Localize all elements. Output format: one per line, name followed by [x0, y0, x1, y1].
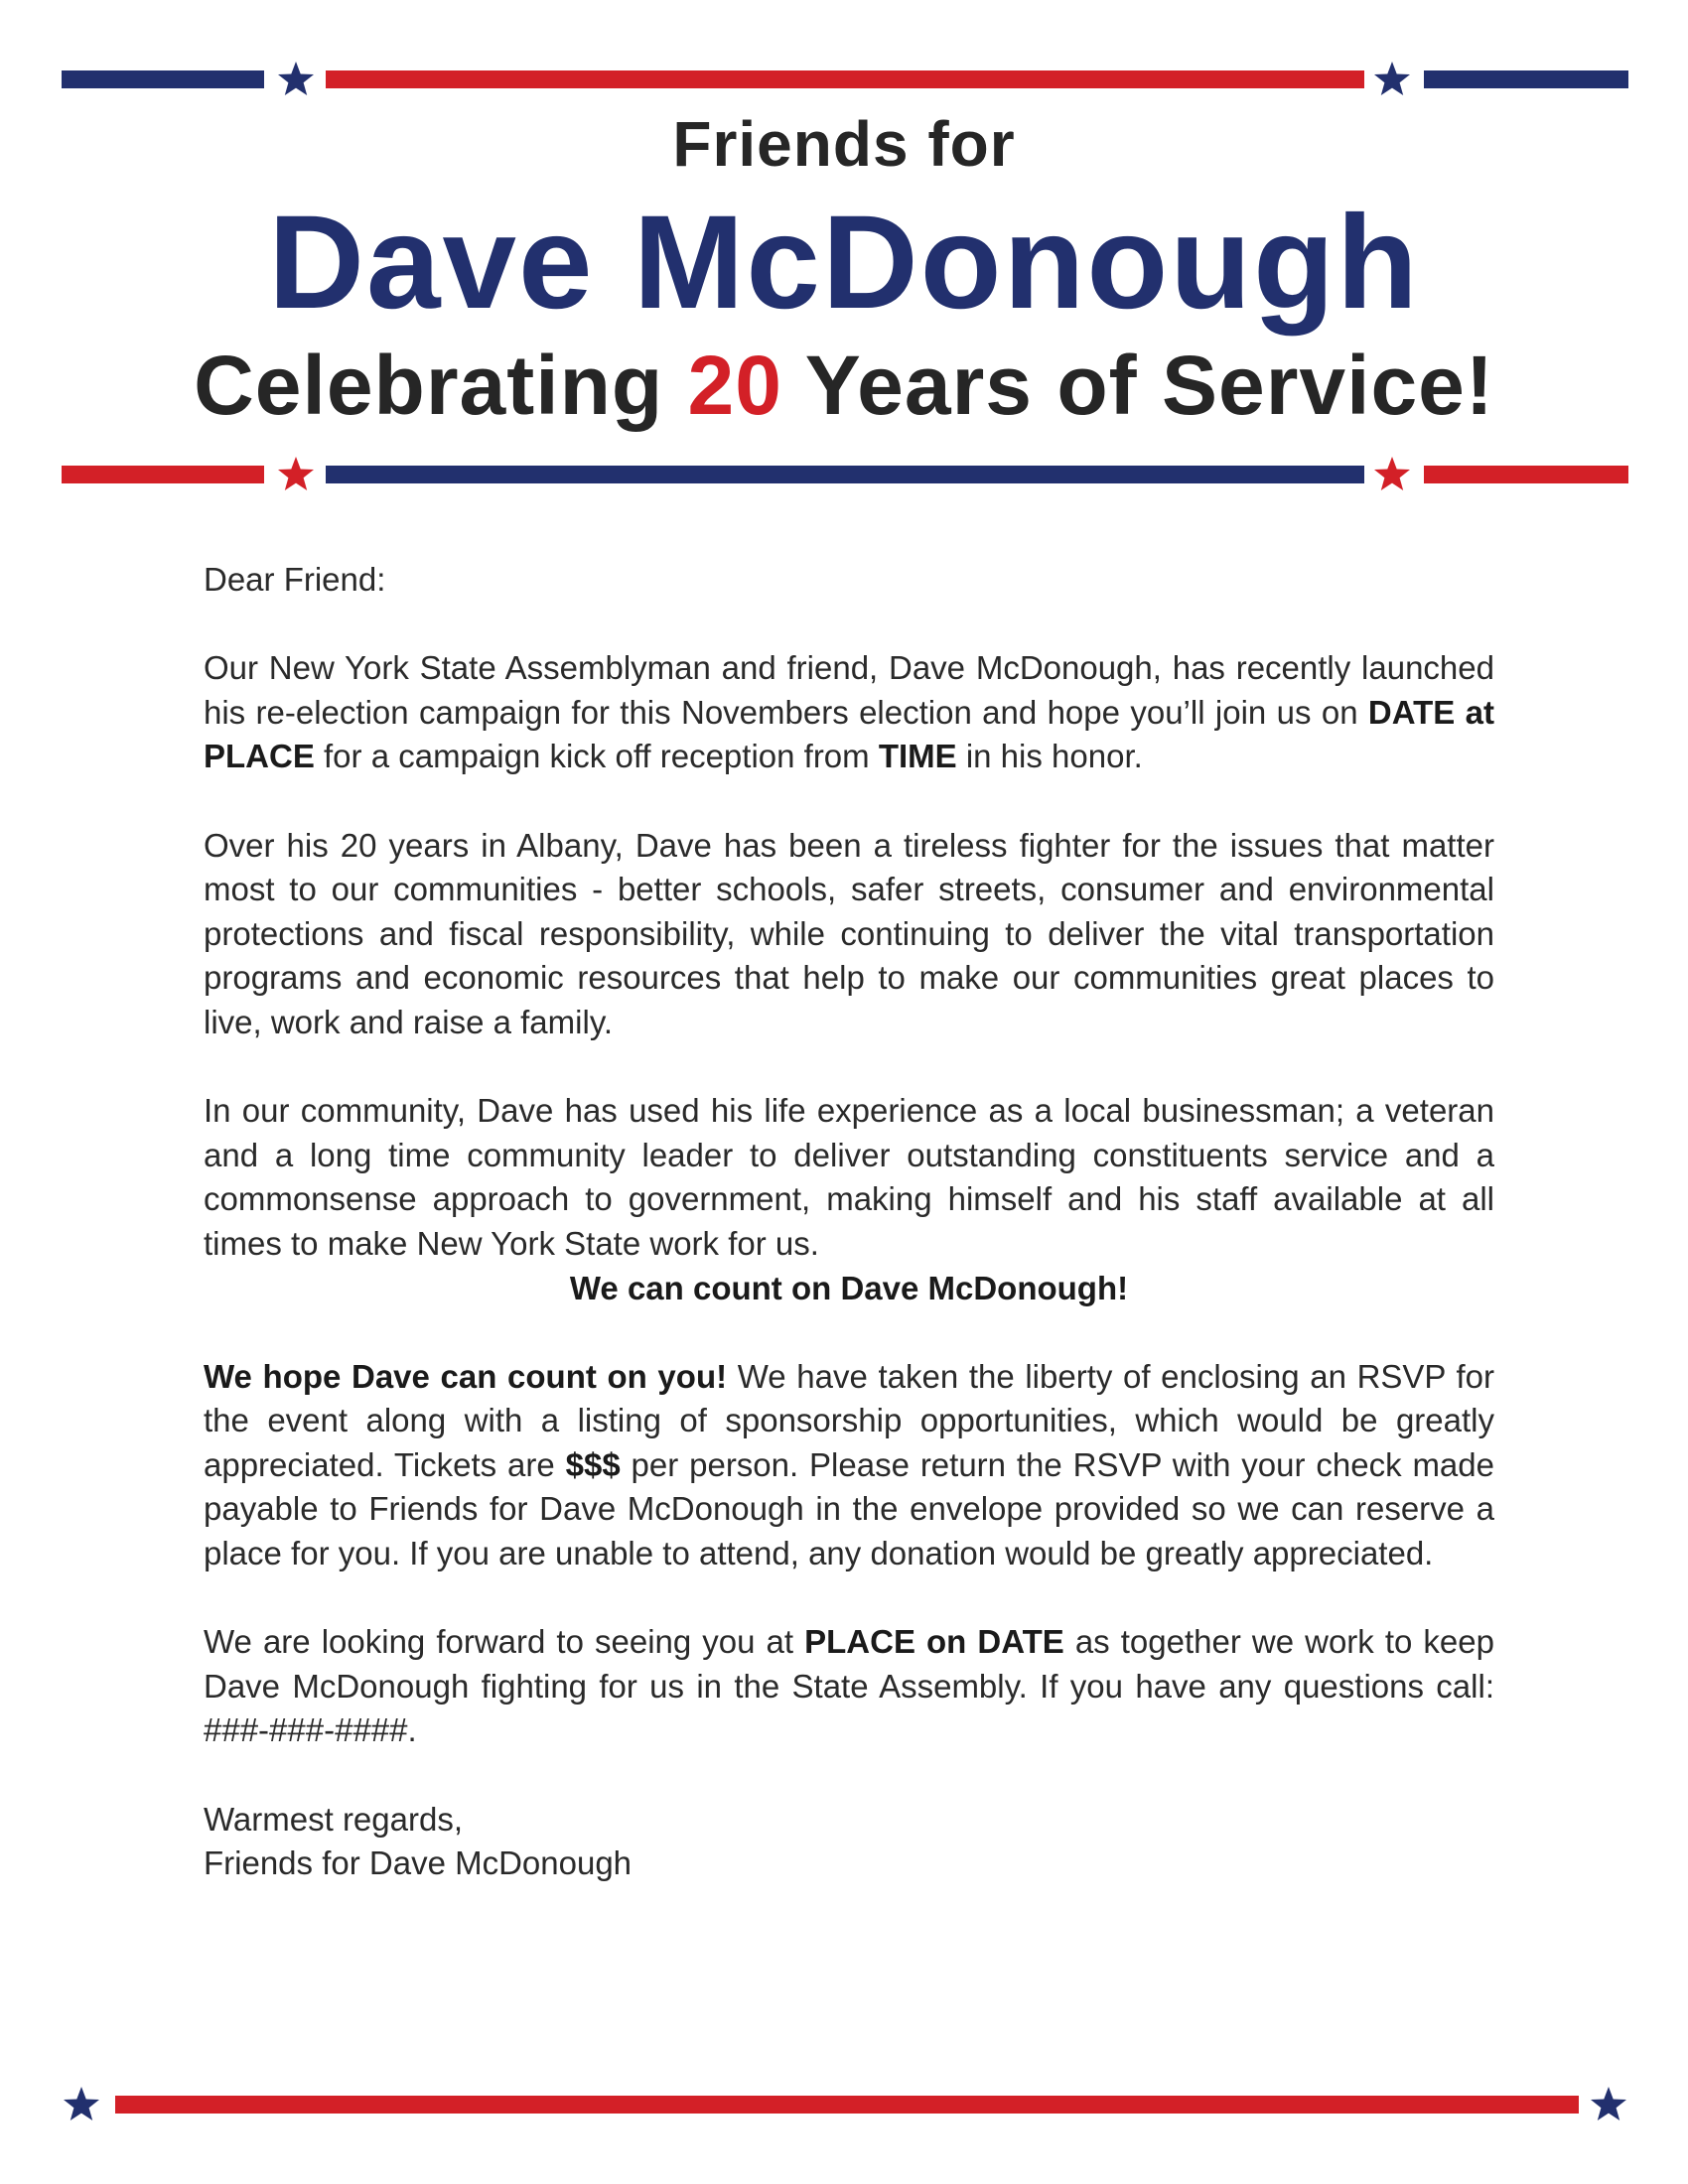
candidate-name: Dave McDonough — [268, 189, 1420, 337]
p4-text-before: We have taken the liberty of enclosing an RSVP for the event along with a listing of sponsorship opportunities, which would be greatly appreciated. Tickets are — [204, 1357, 1494, 1483]
p5-text-before: We are looking forward to seeing you at — [204, 1623, 805, 1661]
top-divider-left-bar — [62, 70, 264, 88]
header-tagline — [0, 338, 1688, 434]
callout-count-on-dave: We can count on Dave McDonough! — [569, 1269, 1129, 1306]
tagline-years-number: 20 — [687, 339, 782, 432]
p1-text-after: in his honor. — [956, 738, 1143, 775]
signature: Friends for Dave McDonough — [204, 1844, 633, 1882]
letter-body — [204, 558, 1494, 1886]
ticket-price: $$$ — [565, 1445, 621, 1483]
tagline-before: Celebrating — [194, 339, 688, 432]
event-place-date: PLACE on DATE — [804, 1623, 1064, 1661]
star-icon — [1589, 2085, 1628, 2124]
top-divider — [0, 58, 1688, 101]
p1-text-middle: for a campaign kick off reception from — [314, 738, 879, 775]
header-divider-center-bar — [326, 466, 1364, 483]
salutation: Dear Friend: — [204, 561, 386, 598]
p5-text-after: as together we work to keep Dave McDonough fighting for us in the State Assembly. If you have any questions call: ###-###-####. — [204, 1623, 1494, 1749]
event-time: TIME — [878, 738, 957, 775]
paragraph-rsvp — [204, 1355, 1494, 1576]
p1-text-before: Our New York State Assemblyman and friend, Dave McDonough, has recently launched his re-election campaign for this Novembers election and hope you’ll join us on — [204, 649, 1494, 731]
rsvp-lead: We hope Dave can count on you! — [204, 1357, 728, 1395]
star-icon — [276, 60, 316, 99]
bottom-divider — [0, 2083, 1688, 2126]
paragraph-record: Over his 20 years in Albany, Dave has been a tireless fighter for the issues that matter most to our communities - better schools, safer streets, consumer and environmental protections and fiscal responsibility, while continuing to deliver the vital transportation programs and economic resources that help to make our communities great places to live, work and raise a family. — [204, 826, 1494, 1040]
star-icon — [1372, 455, 1412, 494]
event-date-place: DATE at PLACE — [204, 693, 1494, 775]
p4-text-after: per person. Please return the RSVP with your check made payable to Friends for Dave McDonough in the envelope provided so we can reserve a place for you. If you are unable to attend, any donation would be greatly appreciated. — [204, 1445, 1494, 1572]
paragraph-community: In our community, Dave has used his life experience as a local businessman; a veteran and a long time community leader to deliver outstanding constituents service and a commonsense approach to government, making himself and his staff available at all times to make New York State work for us. — [204, 1092, 1494, 1262]
header-divider-right-bar — [1424, 466, 1628, 483]
header-kicker: Friends for — [672, 108, 1016, 180]
star-icon — [276, 455, 316, 494]
header-bottom-divider — [0, 453, 1688, 496]
paragraph-invitation — [204, 646, 1494, 779]
star-icon — [1372, 60, 1412, 99]
header-divider-left-bar — [62, 466, 264, 483]
top-divider-center-bar — [326, 70, 1364, 88]
tagline-after: Years of Service! — [781, 339, 1494, 432]
star-icon — [62, 2085, 101, 2124]
closing-line: Warmest regards, — [204, 1800, 464, 1838]
paragraph-closing-invite — [204, 1620, 1494, 1753]
bottom-divider-bar — [115, 2096, 1579, 2114]
top-divider-right-bar — [1424, 70, 1628, 88]
